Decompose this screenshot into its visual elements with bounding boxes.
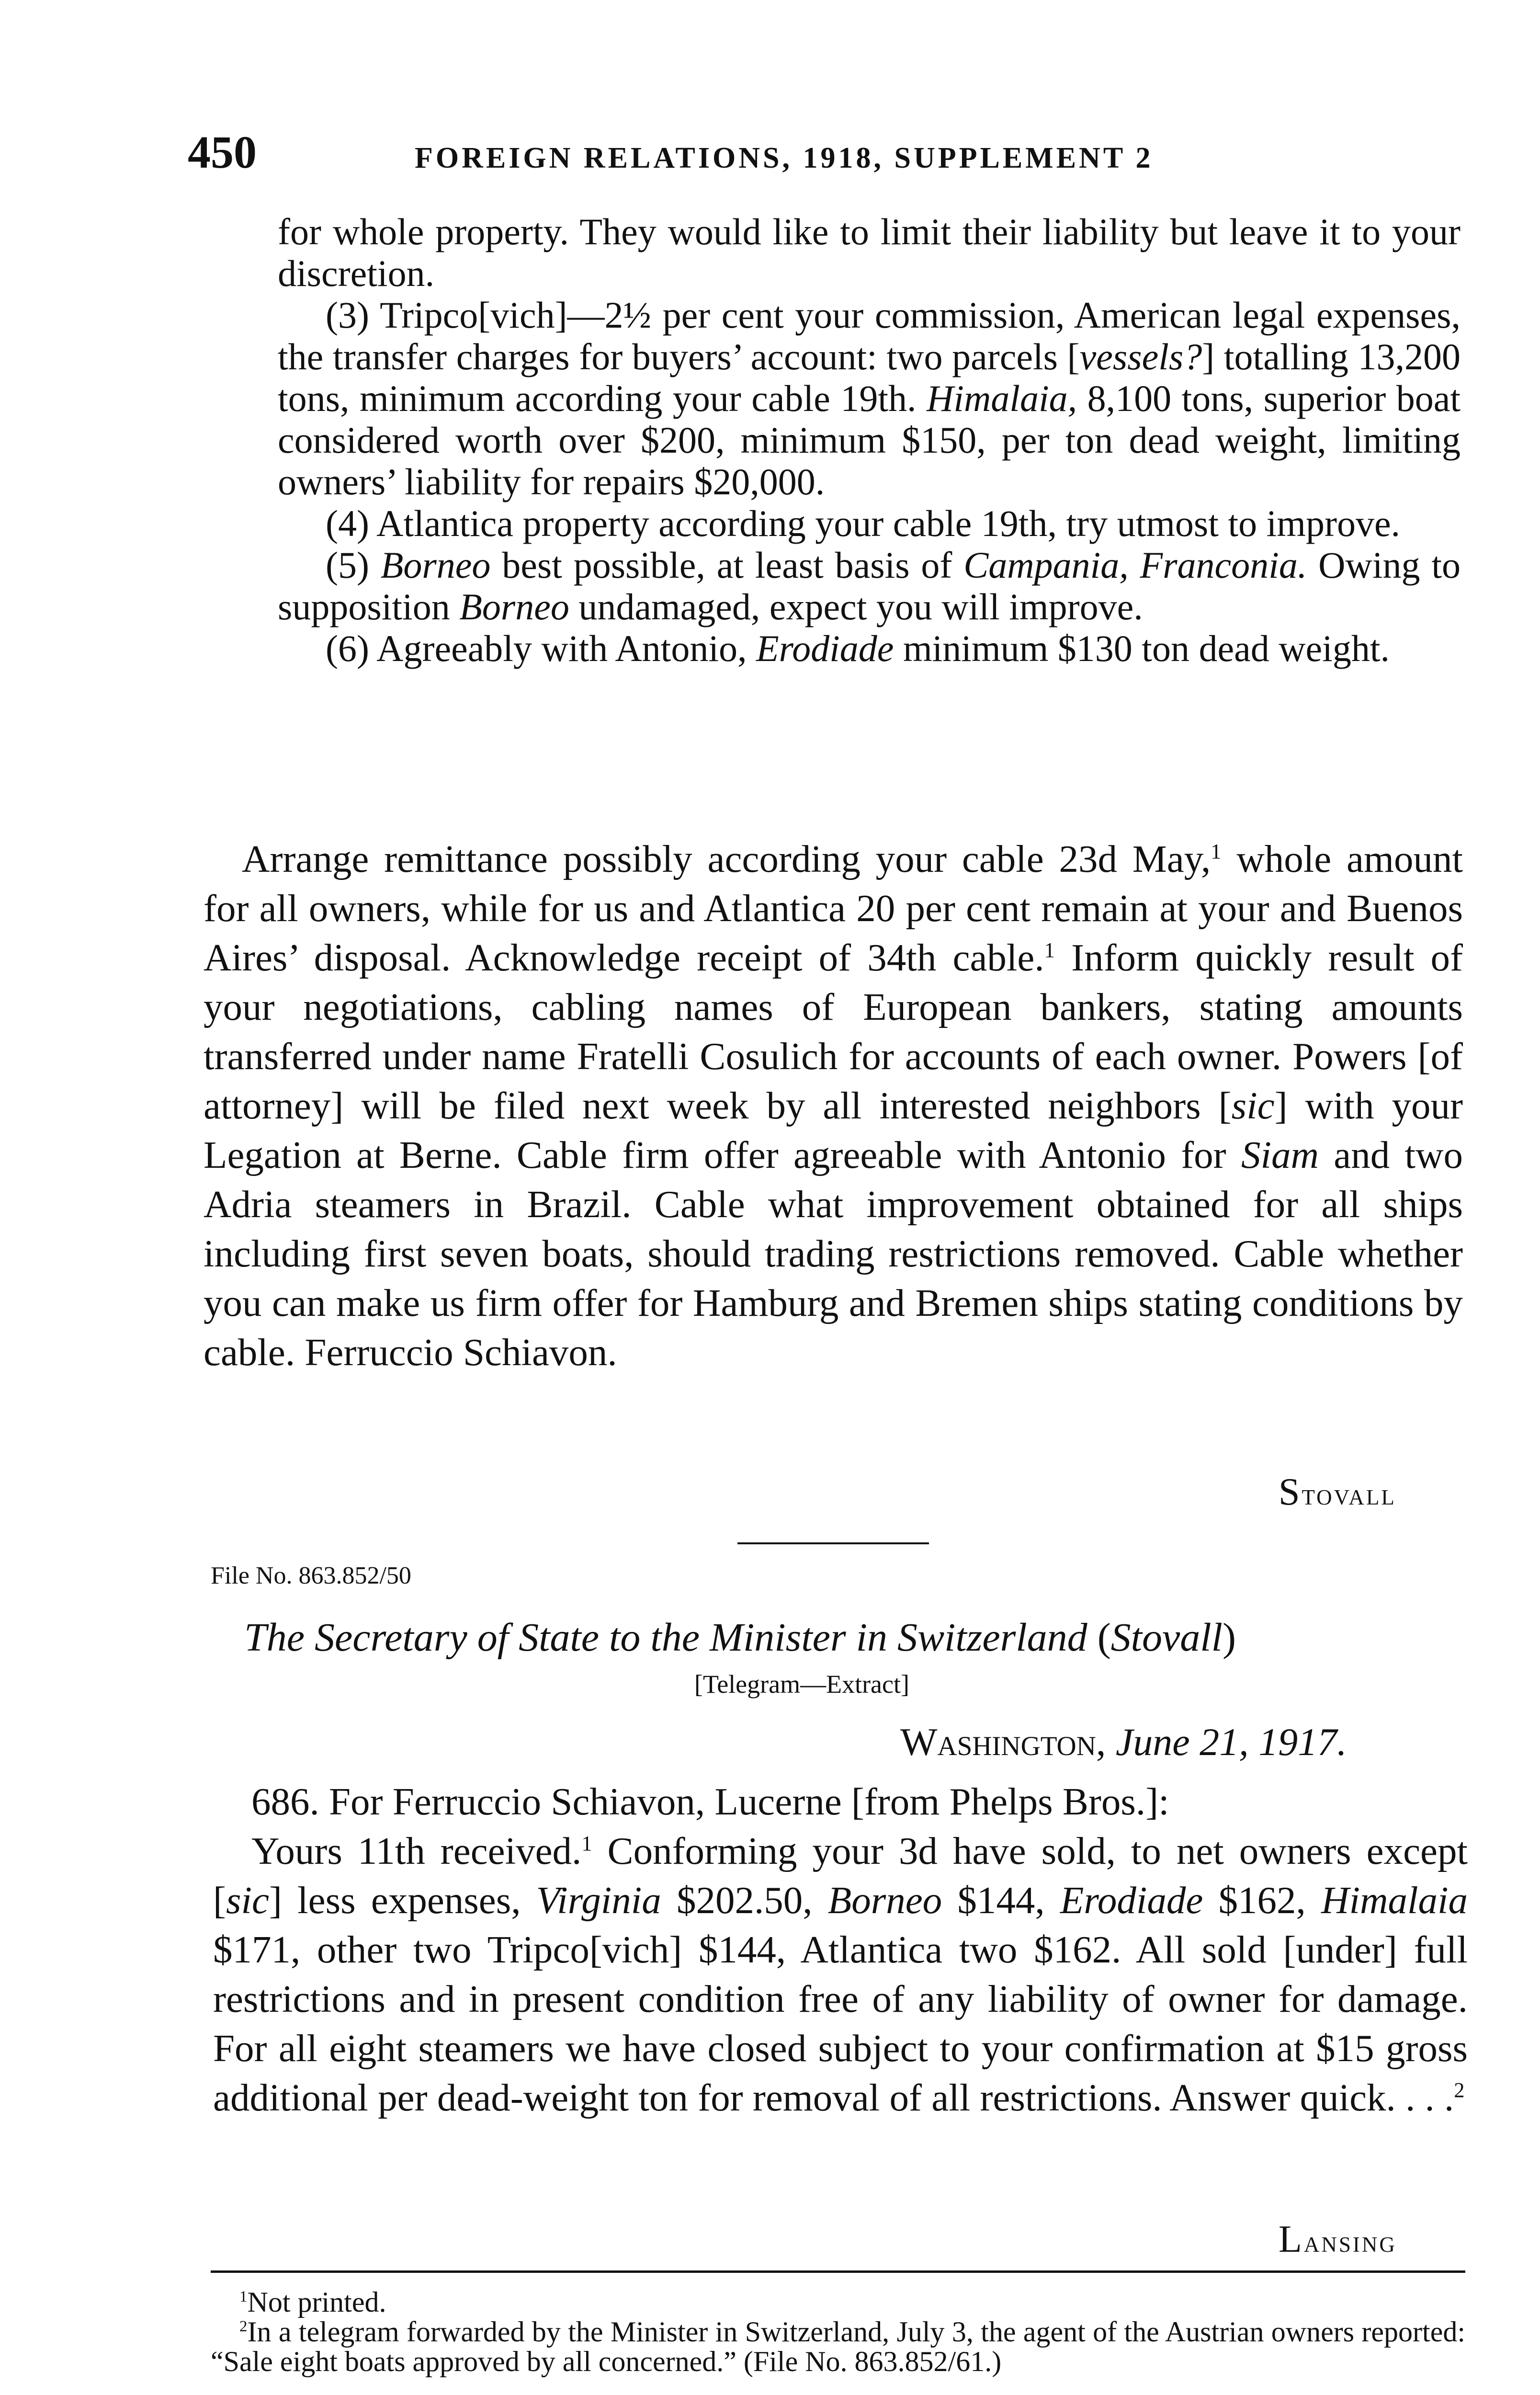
document-title: The Secretary of State to the Minister in Switzerland (Stovall): [244, 1615, 1236, 1660]
footnote-1: $^1$Not printed.: [239, 2286, 386, 2318]
page-header: [188, 125, 1270, 178]
footnotes: [211, 2287, 1465, 2376]
telegram-line-1: 686. For Ferruccio Schiavon, Lucerne [from Phelps Bros.]:: [251, 1780, 1169, 1823]
footnote-ref: 2: [1454, 2078, 1465, 2102]
footnote-ref: 1: [1211, 839, 1222, 863]
document-subtitle: [Telegram—Extract]: [694, 1670, 909, 1699]
item-5: (5) Borneo best possible, at least basis of Campania, Franconia. Owing to supposition Borneo undamaged, expect you will improve.: [278, 544, 1461, 627]
page-number: 450: [188, 126, 257, 178]
item-continuation: for whole property. They would like to limit their liability but leave it to your discretion.: [278, 211, 1461, 294]
section-divider: [737, 1542, 929, 1544]
signature-lansing: Lansing: [1279, 2218, 1397, 2260]
telegram-items: [278, 211, 1461, 669]
dateline: Washington, June 21, 1917.: [900, 1720, 1347, 1764]
closing-paragraph: [204, 834, 1463, 1377]
running-head: FOREIGN RELATIONS, 1918, SUPPLEMENT 2: [415, 142, 1154, 174]
footnote-2: $^2$In a telegram forwarded by the Minister in Switzerland, July 3, the agent of the Austrian owners reported: “Sale eight boats approved by all concerned.” (File No. 863.852/61.): [211, 2316, 1465, 2377]
file-number: File No. 863.852/50: [211, 1562, 411, 1589]
telegram-686: [213, 1777, 1468, 2122]
item-3: (3) Tripco[vich]—2½ per cent your commission, American legal expenses, the transfer charges for buyers’ account: two parcels [vessels?] totalling 13,200 tons, minimum according your cable 19th. Himalaia, 8,100 tons, superior boat considered worth over $200, minimum $150, per ton dead weight, limiting owners’ liability for repairs $20,000.: [278, 294, 1461, 502]
paragraph: Arrange remittance possibly according your cable 23d May,$^1$ whole amount for all owners, while for us and Atlantica 20 per cent remain at your and Buenos Aires’ disposal. Acknowledge receipt of 34th cable.$^1$ Inform quickly result of your negotiations, cabling names of European bankers, stating amounts transferred under name Fratelli Cosulich for accounts of each owner. Powers [of attorney] will be filed next week by all interested neighbors [sic] with your Legation at Berne. Cable firm offer agreeable with Antonio for Siam and two Adria steamers in Brazil. Cable what improvement obtained for all ships including first seven boats, should trading restrictions removed. Cable whether you can make us firm offer for Hamburg and Bremen ships stating conditions by cable. Ferruccio Schiavon.: [204, 837, 1463, 1374]
signature-stovall: Stovall: [1279, 1471, 1396, 1513]
item-6: (6) Agreeably with Antonio, Erodiade minimum $130 ton dead weight.: [326, 627, 1390, 669]
footnote-rule: [211, 2270, 1465, 2273]
footnote-ref: 1: [1044, 938, 1055, 962]
telegram-body: Yours 11th received.$^1$ Conforming your 3d have sold, to net owners except [sic] less expenses, Virginia $202.50, Borneo $144, Erodiade $162, Himalaia $171, other two Tripco[vich] $144, Atlantica two $162. All sold [under] full restrictions and in present condition free of any liability of owner for damage. For all eight steamers we have closed subject to your confirmation at $15 gross additional per dead-weight ton for removal of all restrictions. Answer quick. . . .$^2$: [213, 1829, 1468, 2119]
item-4: (4) Atlantica property according your cable 19th, try utmost to improve.: [326, 502, 1401, 544]
footnote-ref: 1: [581, 1831, 592, 1855]
